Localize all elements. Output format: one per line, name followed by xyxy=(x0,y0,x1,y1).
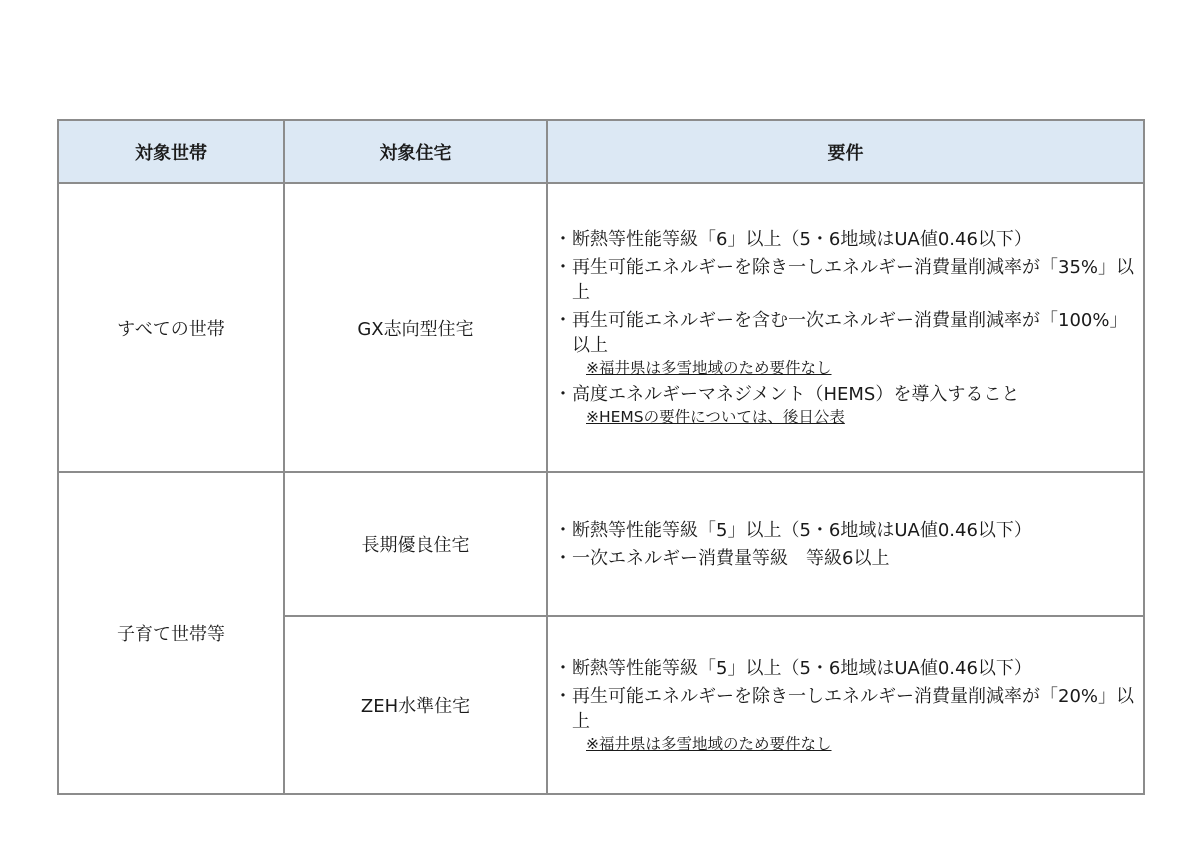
requirement-note: ※福井県は多雪地域のため要件なし xyxy=(586,359,832,377)
requirement-item xyxy=(554,656,1135,681)
table-header-row xyxy=(58,120,1144,183)
requirement-item xyxy=(554,308,1135,379)
requirement-item xyxy=(554,518,1135,543)
bullet-mark: ・ xyxy=(554,257,572,278)
requirement-item xyxy=(554,546,1135,571)
requirement-text: 再生可能エネルギーを除き一しエネルギー消費量削減率が「35%」以上 xyxy=(572,257,1135,303)
housing-cell: ZEH水準住宅 xyxy=(284,616,547,794)
requirement-note: ※HEMSの要件については、後日公表 xyxy=(586,408,845,426)
requirement-item xyxy=(554,255,1135,305)
household-cell: すべての世帯 xyxy=(58,183,284,472)
bullet-mark: ・ xyxy=(554,657,572,679)
requirements-cell xyxy=(547,616,1144,794)
requirements-cell xyxy=(547,472,1144,616)
table-row xyxy=(58,472,1144,616)
bullet-mark: ・ xyxy=(554,519,572,541)
bullet-mark: ・ xyxy=(554,310,572,331)
requirement-item xyxy=(554,684,1135,755)
housing-cell: 長期優良住宅 xyxy=(284,472,547,616)
header-requirements: 要件 xyxy=(547,120,1144,183)
requirement-text: 断熱等性能等級「5」以上（5・6地域はUA値0.46以下） xyxy=(572,657,1032,679)
requirement-item xyxy=(554,382,1135,428)
requirements-cell xyxy=(547,183,1144,472)
table-row xyxy=(58,183,1144,472)
requirement-text: 再生可能エネルギーを含む一次エネルギー消費量削減率が「100%」以上 xyxy=(572,310,1128,356)
requirement-text: 断熱等性能等級「6」以上（5・6地域はUA値0.46以下） xyxy=(572,229,1032,250)
housing-cell: GX志向型住宅 xyxy=(284,183,547,472)
requirement-text: 再生可能エネルギーを除き一しエネルギー消費量削減率が「20%」以上 xyxy=(572,685,1135,732)
requirement-note: ※福井県は多雪地域のため要件なし xyxy=(586,734,832,753)
requirement-text: 高度エネルギーマネジメント（HEMS）を導入すること xyxy=(572,384,1020,405)
requirements-table xyxy=(57,119,1145,795)
household-cell: 子育て世帯等 xyxy=(58,472,284,794)
bullet-mark: ・ xyxy=(554,547,572,569)
bullet-mark: ・ xyxy=(554,685,572,707)
bullet-mark: ・ xyxy=(554,384,572,405)
requirement-item xyxy=(554,227,1135,252)
bullet-mark: ・ xyxy=(554,229,572,250)
header-housing: 対象住宅 xyxy=(284,120,547,183)
requirement-text: 断熱等性能等級「5」以上（5・6地域はUA値0.46以下） xyxy=(572,519,1032,541)
requirement-text: 一次エネルギー消費量等級 等級6以上 xyxy=(572,547,890,569)
header-household: 対象世帯 xyxy=(58,120,284,183)
